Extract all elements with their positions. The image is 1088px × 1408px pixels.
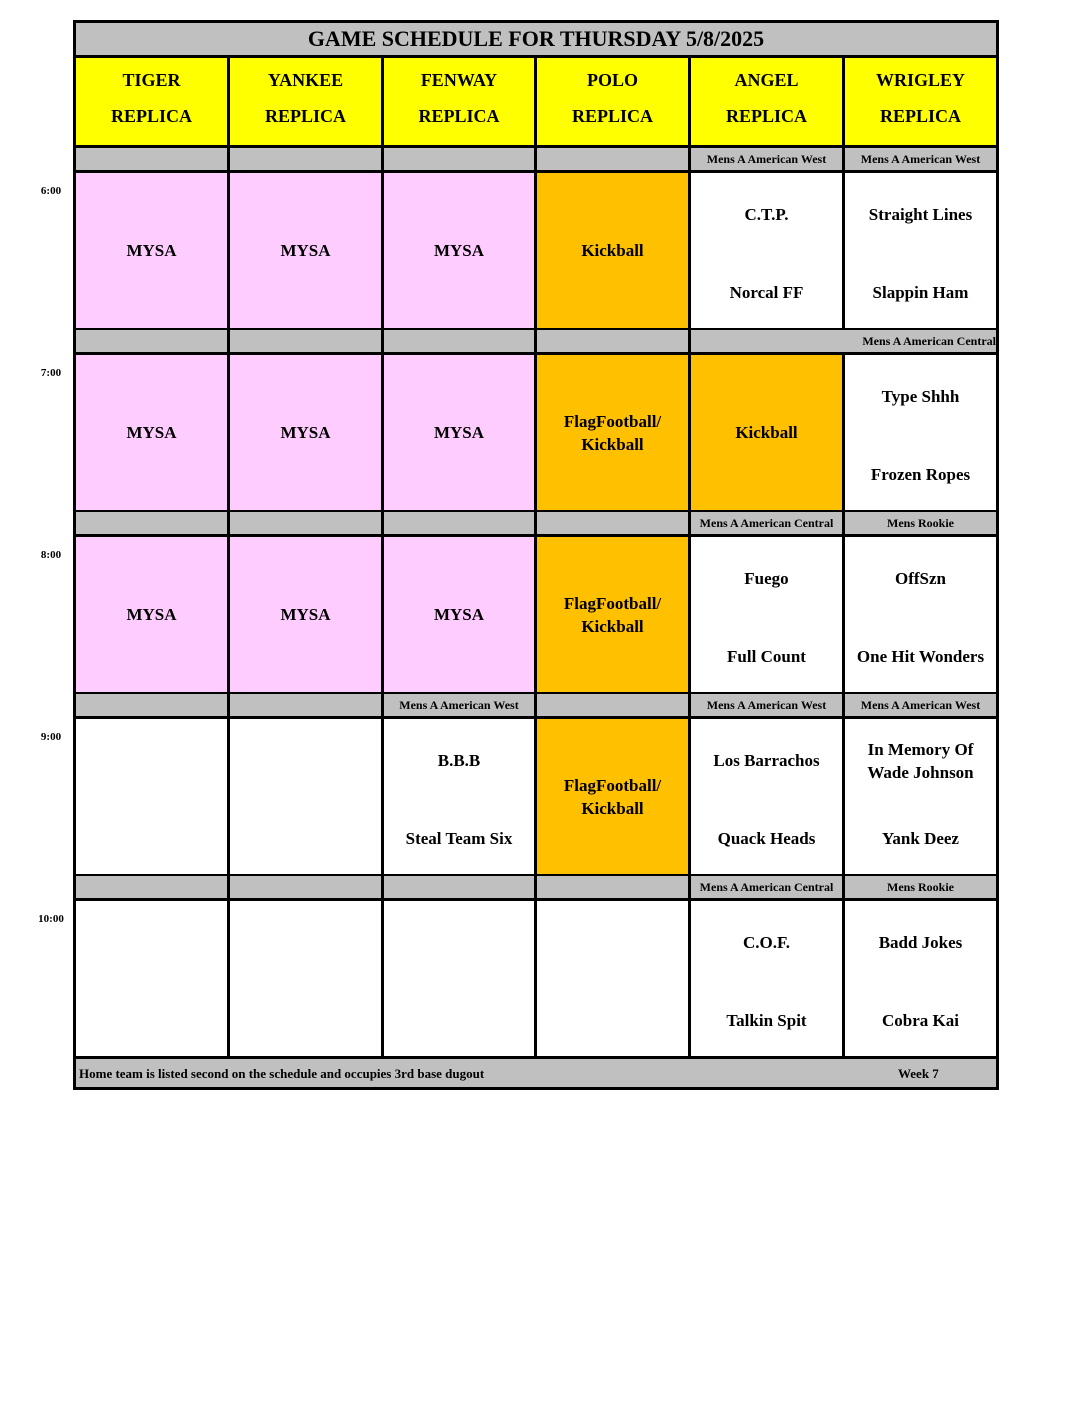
- home-team: One Hit Wonders: [856, 647, 985, 666]
- away-team: Type Shhh: [881, 387, 960, 406]
- event-label: FlagFootball/ Kickball: [563, 775, 662, 818]
- division-label: Mens A American West: [845, 694, 996, 716]
- field-subtitle: REPLICA: [264, 106, 346, 126]
- away-team: Badd Jokes: [878, 933, 963, 952]
- field-header-yankee: [230, 58, 384, 148]
- game-cell: [691, 719, 845, 874]
- division-label: [230, 148, 384, 170]
- game-cell: [691, 173, 845, 328]
- game-cell: [691, 901, 845, 1056]
- home-team-note: Home team is listed second on the schedule and occupies 3rd base dugout: [79, 1066, 485, 1081]
- field-name: ANGEL: [734, 70, 799, 90]
- field-header-tiger: [76, 58, 230, 148]
- away-team: C.O.F.: [742, 933, 791, 952]
- event-label: MYSA: [280, 423, 331, 442]
- division-label: Mens A American West: [691, 694, 845, 716]
- game-cell: [691, 537, 845, 692]
- schedule-table: [73, 20, 999, 1090]
- time-label: 10:00: [38, 913, 64, 925]
- field-name: TIGER: [122, 70, 181, 90]
- division-label: Mens Rookie: [845, 876, 996, 898]
- time-label: 9:00: [40, 731, 62, 743]
- home-team: Yank Deez: [882, 829, 959, 848]
- home-team: Frozen Ropes: [870, 465, 971, 484]
- division-label: [537, 694, 691, 716]
- field-header-polo: [537, 58, 691, 148]
- field-subtitle: REPLICA: [418, 106, 500, 126]
- game-cell: [845, 537, 996, 692]
- field-header-fenway: [384, 58, 537, 148]
- field-header-angel: [691, 58, 845, 148]
- event-cell: [537, 719, 691, 874]
- event-cell: [537, 173, 691, 328]
- field-subtitle: REPLICA: [110, 106, 192, 126]
- event-cell: [76, 173, 230, 328]
- time-label: 7:00: [40, 367, 62, 379]
- field-name: POLO: [586, 70, 638, 90]
- division-label: [76, 512, 230, 534]
- away-team: Fuego: [744, 569, 789, 588]
- event-label: MYSA: [126, 241, 177, 260]
- division-label: [537, 876, 691, 898]
- division-label: [230, 512, 384, 534]
- home-team: Slappin Ham: [872, 283, 969, 302]
- division-label: Mens Rookie: [845, 512, 996, 534]
- division-label: Mens A American Central: [691, 876, 845, 898]
- away-team: Straight Lines: [868, 205, 973, 224]
- division-label: [76, 694, 230, 716]
- game-cell: [845, 173, 996, 328]
- schedule-title: GAME SCHEDULE FOR THURSDAY 5/8/2025: [76, 23, 996, 58]
- empty-cell: [76, 719, 230, 874]
- event-label: FlagFootball/ Kickball: [563, 411, 662, 454]
- division-label: [384, 148, 537, 170]
- home-team: Steal Team Six: [405, 829, 513, 848]
- game-cell: [845, 901, 996, 1056]
- empty-cell: [384, 901, 537, 1056]
- event-label: Kickball: [581, 241, 644, 260]
- empty-cell: [230, 901, 384, 1056]
- division-label: [537, 330, 691, 352]
- away-team: C.T.P.: [744, 205, 789, 224]
- division-label: [230, 330, 384, 352]
- home-team: Norcal FF: [729, 283, 804, 302]
- away-team: OffSzn: [895, 569, 946, 588]
- division-label: Mens A American West: [384, 694, 537, 716]
- event-cell: [537, 537, 691, 692]
- home-team: Cobra Kai: [882, 1011, 959, 1030]
- game-cell: [845, 719, 996, 874]
- event-label: MYSA: [280, 605, 331, 624]
- away-team: In Memory Of Wade Johnson: [867, 740, 974, 782]
- empty-cell: [76, 901, 230, 1056]
- division-label: [384, 330, 537, 352]
- field-name: FENWAY: [420, 70, 498, 90]
- division-label: [230, 876, 384, 898]
- division-label: [76, 876, 230, 898]
- field-name: YANKEE: [267, 70, 344, 90]
- away-team: Los Barrachos: [713, 751, 820, 770]
- event-cell: [384, 537, 537, 692]
- division-label: Mens A American Central: [691, 512, 845, 534]
- division-label: [76, 330, 230, 352]
- division-label: [76, 148, 230, 170]
- event-label: MYSA: [433, 423, 485, 442]
- event-cell: [230, 173, 384, 328]
- event-label: MYSA: [280, 241, 331, 260]
- event-cell: [76, 537, 230, 692]
- field-header-wrigley: [845, 58, 996, 148]
- event-cell: [384, 173, 537, 328]
- time-label: 6:00: [40, 185, 62, 197]
- event-cell: [691, 355, 845, 510]
- empty-cell: [537, 901, 691, 1056]
- row-divider: [76, 1056, 996, 1059]
- division-label: [384, 512, 537, 534]
- division-label: Mens A American Central: [691, 330, 996, 352]
- game-cell: [384, 719, 537, 874]
- division-label: Mens A American West: [845, 148, 996, 170]
- division-label: [230, 694, 384, 716]
- empty-cell: [230, 719, 384, 874]
- field-subtitle: REPLICA: [879, 106, 961, 126]
- home-team: Quack Heads: [717, 829, 816, 848]
- division-label: [384, 876, 537, 898]
- schedule-footer: [76, 1058, 996, 1087]
- home-team: Full Count: [727, 647, 806, 666]
- event-label: MYSA: [126, 423, 177, 442]
- event-label: Kickball: [735, 423, 798, 442]
- event-cell: [230, 537, 384, 692]
- event-label: FlagFootball/ Kickball: [563, 593, 662, 636]
- field-name: WRIGLEY: [875, 70, 965, 90]
- event-cell: [230, 355, 384, 510]
- field-subtitle: REPLICA: [571, 106, 653, 126]
- event-label: MYSA: [126, 605, 177, 624]
- event-label: MYSA: [433, 605, 485, 624]
- home-team: Talkin Spit: [726, 1011, 807, 1030]
- field-subtitle: REPLICA: [725, 106, 807, 126]
- division-label: [537, 512, 691, 534]
- event-cell: [537, 355, 691, 510]
- game-cell: [845, 355, 996, 510]
- week-label: Week 7: [898, 1066, 939, 1081]
- event-cell: [76, 355, 230, 510]
- event-cell: [384, 355, 537, 510]
- division-label: Mens A American West: [691, 148, 845, 170]
- time-label: 8:00: [40, 549, 62, 561]
- division-label: [537, 148, 691, 170]
- away-team: B.B.B: [437, 751, 481, 770]
- event-label: MYSA: [433, 241, 485, 260]
